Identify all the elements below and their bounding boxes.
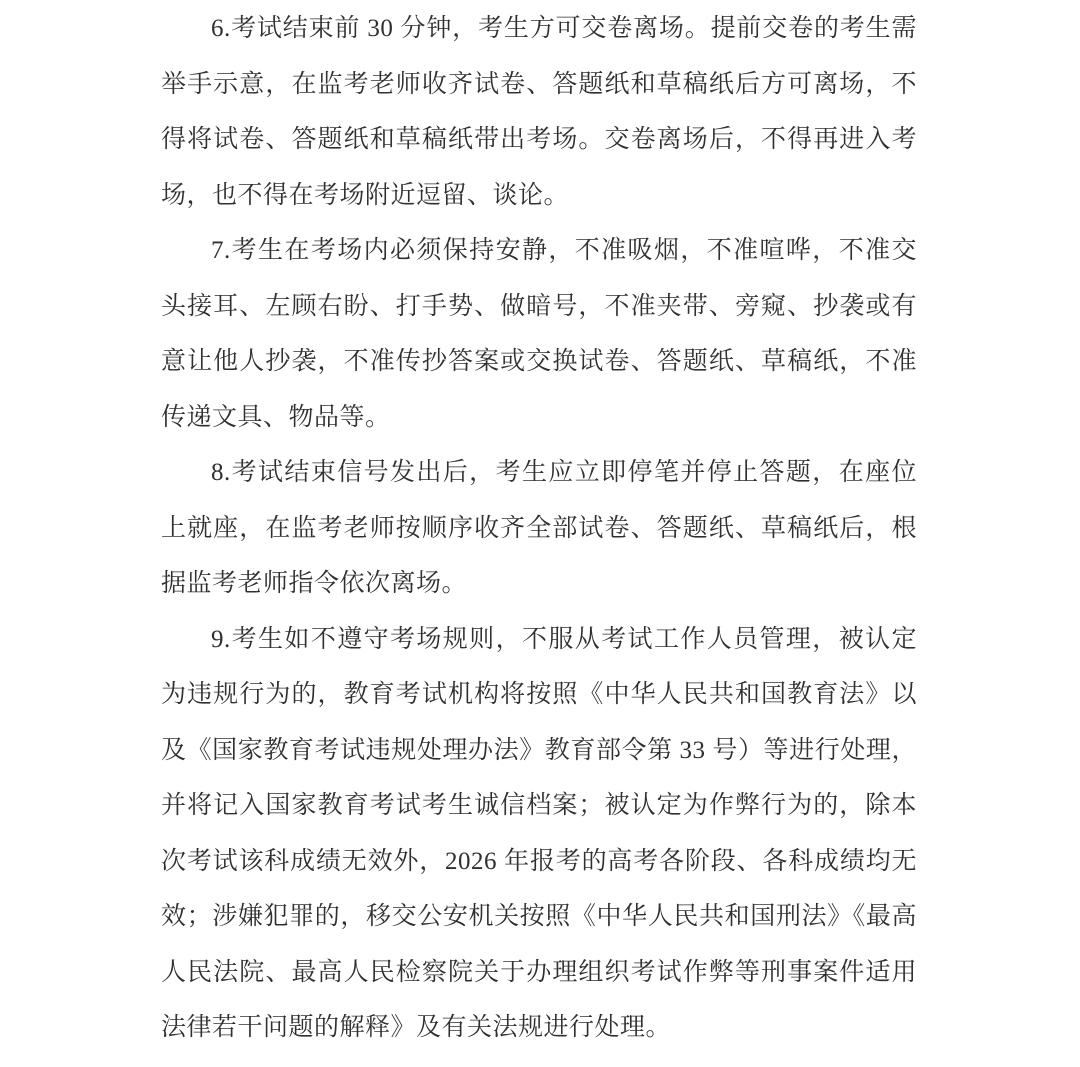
rule-paragraph-9: 9.考生如不遵守考场规则，不服从考试工作人员管理，被认定为违规行为的，教育考试机构将按照《中华人民共和国教育法》以及《国家教育考试违规处理办法》教育部令第 33 号）等进行处理，并将记入国家教育考试考生诚信档案；被认定为作弊行为的，除本次考试该科成绩无效外，2026 年报考的高考各阶段、各科成绩均无效；涉嫌犯罪的，移交公安机关按照《中华人民共和国刑法》《最高人民法院、最高人民检察院关于办理组织考试作弊等刑事案件适用法律若干问题的解释》及有关法规进行处理。	[161, 625, 917, 1041]
rule-paragraph-8: 8.考试结束信号发出后，考生应立即停笔并停止答题，在座位上就座，在监考老师按顺序收齐全部试卷、答题纸、草稿纸后，根据监考老师指令依次离场。	[161, 459, 917, 597]
rule-paragraph-6: 6.考试结束前 30 分钟，考生方可交卷离场。提前交卷的考生需举手示意，在监考老师收齐试卷、答题纸和草稿纸后方可离场，不得将试卷、答题纸和草稿纸带出考场。交卷离场后，不得再进入考场，也不得在考场附近逗留、谈论。	[161, 15, 917, 209]
exam-rules-text-block	[161, 0, 917, 1056]
rule-paragraph-7: 7.考生在考场内必须保持安静，不准吸烟，不准喧哗，不准交头接耳、左顾右盼、打手势、做暗号，不准夹带、旁窥、抄袭或有意让他人抄袭，不准传抄答案或交换试卷、答题纸、草稿纸，不准传递文具、物品等。	[161, 237, 917, 431]
